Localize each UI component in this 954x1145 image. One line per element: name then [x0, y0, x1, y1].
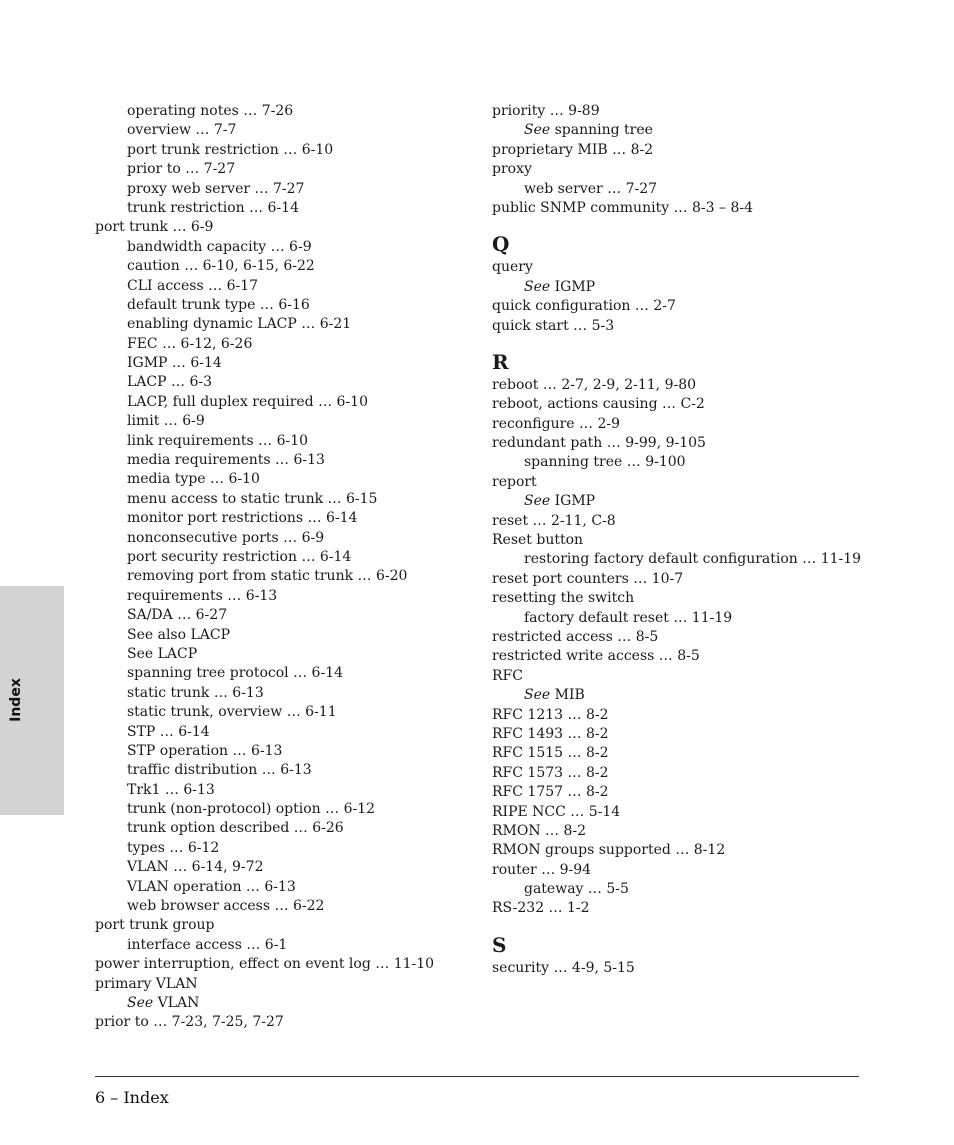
index-subentry — [95, 664, 465, 683]
index-entry-text: priority … 9-89 — [492, 103, 600, 119]
index-letter-heading: R — [492, 349, 509, 374]
index-subentry — [95, 160, 465, 179]
index-entry — [492, 744, 872, 763]
index-entry — [492, 415, 872, 434]
index-entry-text: reboot … 2-7, 2-9, 2-11, 9-80 — [492, 376, 697, 393]
index-entry — [492, 667, 872, 686]
index-entry-text: prior to … 7-23, 7-25, 7-27 — [95, 1014, 284, 1031]
index-subentry — [95, 994, 465, 1013]
index-entry-text: RFC 1757 … 8-2 — [492, 784, 609, 801]
index-entry — [492, 861, 872, 880]
index-entry-text: operating notes … 7-26 — [127, 103, 294, 119]
index-subentry — [95, 684, 465, 703]
index-entry-text: nonconsecutive ports … 6-9 — [127, 529, 325, 546]
index-entry-text: public SNMP community … 8-3 – 8-4 — [492, 199, 753, 216]
index-entry-text: VLAN operation … 6-13 — [127, 878, 296, 895]
index-entry-text: overview … 7-7 — [127, 122, 237, 139]
index-subentry — [95, 121, 465, 140]
index-entry-text: redundant path … 9-99, 9-105 — [492, 435, 706, 452]
index-subentry — [95, 529, 465, 548]
index-entry-text: reset port counters … 10-7 — [492, 570, 684, 587]
index-entry-text: FEC … 6-12, 6-26 — [127, 335, 253, 352]
index-subentry — [95, 354, 465, 373]
index-subentry — [95, 839, 465, 858]
see-reference-label: See — [524, 278, 551, 295]
index-entry — [95, 955, 465, 974]
index-entry — [492, 841, 872, 860]
index-entry — [492, 725, 872, 744]
index-subentry — [95, 897, 465, 916]
index-subentry — [95, 509, 465, 528]
index-subentry — [95, 819, 465, 838]
index-entry-text: RFC 1493 … 8-2 — [492, 725, 609, 742]
index-entry-text: types … 6-12 — [127, 839, 220, 856]
index-subentry — [95, 315, 465, 334]
index-entry-text: gateway … 5-5 — [524, 881, 629, 898]
see-reference-label: See — [127, 994, 154, 1011]
index-entry-text: prior to … 7-27 — [127, 161, 236, 178]
index-subentry — [95, 781, 465, 800]
index-subentry — [95, 238, 465, 257]
index-subentry — [95, 141, 465, 160]
index-entry-text: default trunk type … 6-16 — [127, 296, 310, 313]
index-entry-text: static trunk … 6-13 — [127, 684, 264, 701]
index-entry — [95, 1013, 465, 1032]
index-subentry — [95, 723, 465, 742]
index-entry-text: trunk restriction … 6-14 — [127, 199, 299, 216]
index-entry — [492, 647, 872, 666]
side-tab-label: Index — [8, 678, 24, 722]
index-entry — [492, 258, 872, 277]
index-subentry — [95, 257, 465, 276]
index-entry-text: proxy web server … 7-27 — [127, 180, 305, 197]
index-entry-text: bandwidth capacity … 6-9 — [127, 238, 312, 255]
index-subentry — [95, 626, 465, 645]
see-reference-label: See — [524, 687, 551, 704]
index-entry — [492, 803, 872, 822]
index-entry-text: VLAN … 6-14, 9-72 — [127, 859, 264, 876]
index-entry-text: media type … 6-10 — [127, 471, 260, 488]
index-subentry — [95, 645, 465, 664]
index-entry-text: RFC — [492, 667, 523, 684]
index-entry — [492, 899, 872, 918]
index-column-right — [492, 102, 872, 978]
index-entry-text: LACP … 6-3 — [127, 374, 212, 391]
index-entry-text: port trunk group — [95, 917, 215, 934]
index-letter-heading: Q — [492, 232, 510, 257]
index-entry — [95, 916, 465, 935]
index-entry-text: query — [492, 259, 533, 276]
index-entry-text: VLAN — [157, 994, 200, 1011]
index-side-tab — [0, 586, 64, 815]
index-entry-text: port security restriction … 6-14 — [127, 548, 352, 565]
index-entry-text: requirements … 6-13 — [127, 587, 278, 604]
index-entry-text: See also LACP — [127, 626, 231, 643]
index-entry — [492, 141, 872, 160]
index-entry-text: See LACP — [127, 645, 198, 662]
see-reference-label: See — [524, 493, 551, 510]
index-entry — [492, 783, 872, 802]
index-entry-text: STP … 6-14 — [127, 723, 210, 740]
index-entry-text: RFC 1573 … 8-2 — [492, 764, 609, 781]
index-subentry — [95, 878, 465, 897]
index-entry-text: static trunk, overview … 6-11 — [127, 704, 337, 721]
index-column-left — [95, 102, 465, 1033]
index-subentry — [95, 102, 465, 121]
index-entry-text: Reset button — [492, 532, 584, 549]
index-entry — [492, 434, 872, 453]
index-entry-text: traffic distribution … 6-13 — [127, 762, 312, 779]
index-entry-text: trunk option described … 6-26 — [127, 820, 344, 837]
index-entry — [95, 218, 465, 237]
index-entry-text: web browser access … 6-22 — [127, 898, 325, 915]
index-entry-text: RFC 1515 … 8-2 — [492, 745, 609, 762]
index-entry-text: report — [492, 473, 537, 490]
index-entry-text: power interruption, effect on event log … 11-10 — [95, 956, 435, 973]
index-subentry — [95, 858, 465, 877]
index-entry-text: spanning tree … 9-100 — [524, 454, 686, 471]
index-subentry — [95, 490, 465, 509]
index-entry — [492, 473, 872, 492]
index-entry-text: reboot, actions causing … C-2 — [492, 396, 705, 413]
index-subentry — [95, 180, 465, 199]
index-entry-text: MIB — [554, 687, 585, 704]
index-entry-text: reset … 2-11, C-8 — [492, 512, 616, 529]
index-subentry — [492, 686, 872, 705]
index-subentry — [95, 470, 465, 489]
index-subentry — [95, 548, 465, 567]
index-entry — [492, 395, 872, 414]
page-footer: 6 – Index — [95, 1088, 169, 1107]
index-entry — [492, 822, 872, 841]
index-entry-text: enabling dynamic LACP … 6-21 — [127, 316, 352, 333]
index-subentry — [95, 742, 465, 761]
index-entry-text: restricted access … 8-5 — [492, 628, 659, 645]
index-entry-text: interface access … 6-1 — [127, 936, 288, 953]
index-subentry — [95, 199, 465, 218]
index-letter-heading: S — [492, 932, 507, 957]
index-entry-text: router … 9-94 — [492, 861, 592, 878]
index-subentry — [95, 761, 465, 780]
index-subentry — [95, 393, 465, 412]
index-entry-text: factory default reset … 11-19 — [524, 609, 733, 626]
index-entry — [492, 160, 872, 179]
index-entry — [492, 317, 872, 336]
index-entry — [492, 297, 872, 316]
index-entry — [95, 975, 465, 994]
index-entry-text: primary VLAN — [95, 975, 198, 992]
index-entry — [492, 531, 872, 550]
index-subentry — [95, 412, 465, 431]
index-entry-text: SA/DA … 6-27 — [127, 607, 228, 624]
index-subentry — [492, 609, 872, 628]
index-entry-text: Trk1 … 6-13 — [127, 781, 215, 798]
index-entry-text: RMON groups supported … 8-12 — [492, 842, 726, 859]
index-subentry — [492, 121, 872, 140]
index-entry-text: trunk (non-protocol) option … 6-12 — [127, 801, 376, 818]
index-entry-text: monitor port restrictions … 6-14 — [127, 510, 358, 527]
index-entry-text: security … 4-9, 5-15 — [492, 959, 635, 976]
index-entry-text: media requirements … 6-13 — [127, 452, 325, 469]
index-subentry — [95, 800, 465, 819]
index-subentry — [95, 587, 465, 606]
index-entry-text: quick start … 5-3 — [492, 317, 615, 334]
index-subentry — [492, 180, 872, 199]
index-subentry — [492, 492, 872, 511]
index-entry-text: proxy — [492, 161, 532, 178]
index-subentry — [95, 451, 465, 470]
index-entry-text: port trunk … 6-9 — [95, 219, 214, 236]
index-subentry — [95, 373, 465, 392]
index-entry — [492, 570, 872, 589]
index-entry — [492, 706, 872, 725]
index-entry — [492, 199, 872, 218]
index-entry-text: RS-232 … 1-2 — [492, 900, 590, 917]
index-entry-text: link requirements … 6-10 — [127, 432, 309, 449]
index-entry-text: IGMP — [554, 493, 596, 510]
index-entry-text: IGMP — [554, 278, 596, 295]
index-entry-text: proprietary MIB … 8-2 — [492, 141, 654, 158]
index-entry-text: caution … 6-10, 6-15, 6-22 — [127, 258, 315, 275]
index-entry — [492, 959, 872, 978]
index-entry-text: menu access to static trunk … 6-15 — [127, 490, 378, 507]
index-entry-text: limit … 6-9 — [127, 413, 205, 430]
index-entry-text: web server … 7-27 — [524, 180, 658, 197]
index-entry-text: restricted write access … 8-5 — [492, 648, 700, 665]
see-reference-label: See — [524, 122, 551, 139]
index-entry-text: spanning tree protocol … 6-14 — [127, 665, 344, 682]
index-subentry — [95, 606, 465, 625]
index-entry-text: restoring factory default configuration … 11-19 — [524, 551, 862, 568]
index-subentry — [95, 936, 465, 955]
index-subentry — [95, 703, 465, 722]
index-entry-text: port trunk restriction … 6-10 — [127, 141, 334, 158]
index-subentry — [492, 880, 872, 899]
index-entry-text: STP operation … 6-13 — [127, 742, 283, 759]
index-subentry — [492, 550, 872, 569]
index-entry-text: RMON … 8-2 — [492, 822, 587, 839]
index-entry-text: IGMP … 6-14 — [127, 355, 222, 372]
index-entry-text: reconfigure … 2-9 — [492, 415, 621, 432]
index-entry-text: resetting the switch — [492, 590, 635, 607]
index-entry-text: LACP, full duplex required … 6-10 — [127, 393, 368, 410]
index-subentry — [95, 335, 465, 354]
index-subentry — [492, 278, 872, 297]
index-subentry — [95, 432, 465, 451]
index-entry — [492, 628, 872, 647]
index-entry-text: removing port from static trunk … 6-20 — [127, 568, 408, 585]
index-entry — [492, 102, 872, 121]
index-subentry — [95, 296, 465, 315]
index-subentry — [492, 453, 872, 472]
index-entry — [492, 589, 872, 608]
index-subentry — [95, 567, 465, 586]
index-entry-text: spanning tree — [554, 122, 653, 139]
index-entry — [492, 512, 872, 531]
index-entry — [492, 376, 872, 395]
index-entry-text: quick configuration … 2-7 — [492, 298, 676, 315]
index-entry — [492, 764, 872, 783]
footer-rule — [95, 1076, 859, 1077]
index-entry-text: RFC 1213 … 8-2 — [492, 706, 609, 723]
index-entry-text: RIPE NCC … 5-14 — [492, 803, 621, 820]
index-subentry — [95, 277, 465, 296]
index-entry-text: CLI access … 6-17 — [127, 277, 259, 294]
